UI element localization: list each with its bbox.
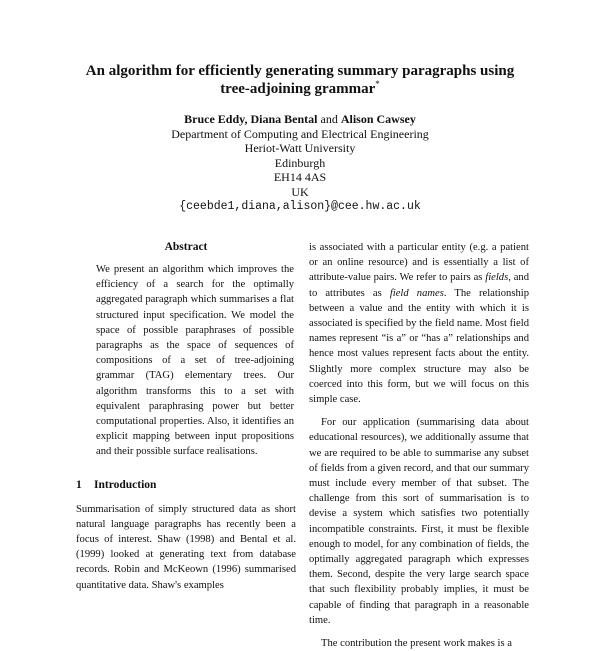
abstract-body: We present an algorithm which improves the efficiency of a search for the optimally aggregated paragraph which summarises a flat structured input specification. We model the space of possible paraphrases of possible paragraphs as the space of sequences of compositions of a set of tree-adjoining grammar (TAG) elementary trees. Our algorithm transforms this to a set with equivalent paraphrasing power but better computational properties. Also, it identifies an explicit mapping between input propositions and their possible surface realisations. xyxy=(96,264,294,458)
paragraph-application: For our application (summarising data about educational resources), we additionally assume that we are required to be able to summarise any subset of fields from a given record, and that our summary must include every member of that subset. The challenge from this sort of summarisation is to devise a system which satisfies two potentially incompatible constraints. First, it must be flexible enough to model, for any combination of fields, the optimally aggregated paragraph which expresses them. Second, despite the very large search space that such flexibility probably implies, it must be capable of finding that paragraph in a reasonable time. xyxy=(309,417,529,626)
introduction-body: Summarisation of simply structured data as short natural language paragraphs has recently been a focus of interest. Shaw (1998) and Bental et al. (1999) looked at generating text from database records. Robin and McKeown (1996) summarised quantitative data. Shaw's examples xyxy=(76,503,296,591)
author-city: Edinburgh xyxy=(274,155,326,170)
term-fields: fields xyxy=(485,272,509,284)
title-footnote-mark: * xyxy=(375,79,380,89)
left-column xyxy=(76,240,296,593)
paragraph-fields xyxy=(309,240,529,407)
author-names-b: Alison Cawsey xyxy=(340,112,416,126)
section-title: Introduction xyxy=(94,478,157,491)
paragraph-fields-text-b: , and to attributes as xyxy=(309,272,529,299)
abstract-heading: Abstract xyxy=(164,241,208,253)
author-names xyxy=(80,112,520,127)
author-and: and xyxy=(320,112,338,126)
term-field-names: field names xyxy=(389,287,444,299)
section-heading-introduction xyxy=(76,478,296,492)
paragraph-fields-text-a: is associated with a particular entity (e.g. a patient or an online resource) and is essentially a list of attribute-value pairs. We refer to pairs as xyxy=(309,242,529,284)
title-line-2: tree-adjoining grammar xyxy=(220,81,376,97)
author-names-a: Bruce Eddy, Diana Bental xyxy=(184,112,318,126)
paragraph-fields-text-c: . The relationship between a value and the entity with which it is associated is specified by the field name. Most field names represent “is a” or “has a” relationships and hence most values represent facts about the entity. Slightly more complex structure may also be coerced into this form, but we will focus on this simple case. xyxy=(309,287,530,406)
paper-title xyxy=(60,62,540,98)
right-column xyxy=(309,240,529,651)
section-number: 1 xyxy=(76,478,82,491)
author-country: UK xyxy=(291,184,309,199)
author-email: {ceebde1,diana,alison}@cee.hw.ac.uk xyxy=(179,199,421,213)
author-university: Heriot-Watt University xyxy=(244,141,356,156)
author-block xyxy=(80,112,520,214)
title-line-1: An algorithm for efficiently generating summary paragraphs using xyxy=(85,63,515,79)
paragraph-contribution: The contribution the present work makes is a xyxy=(321,638,512,650)
author-department: Department of Computing and Electrical Engineering xyxy=(171,126,429,141)
author-postcode: EH14 4AS xyxy=(273,170,327,185)
